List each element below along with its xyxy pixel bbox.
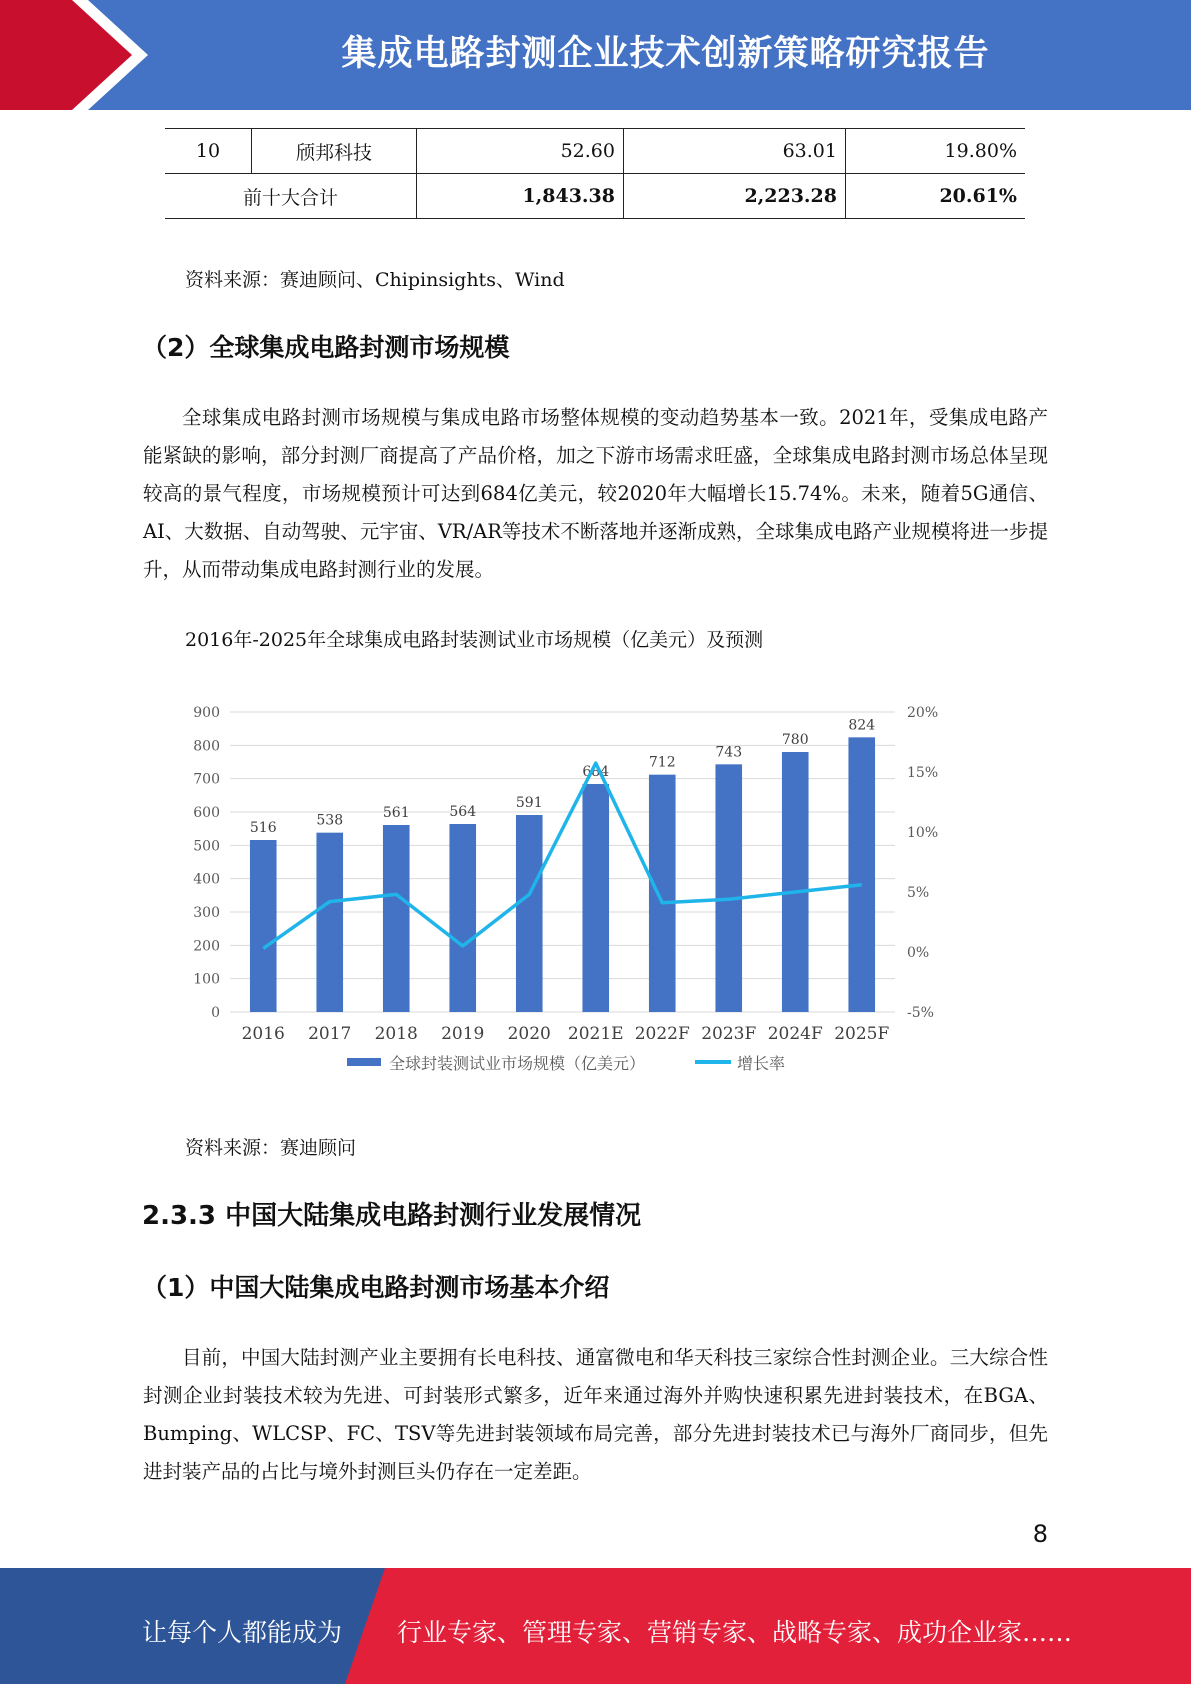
market-size-chart [175, 690, 975, 1080]
y2-tick-label: 15% [907, 765, 939, 781]
bar-data-label: 538 [316, 812, 344, 829]
y-tick-label: 800 [193, 738, 220, 755]
bar [316, 833, 343, 1012]
x-tick-label: 2025F [834, 1024, 890, 1044]
section-heading: （1）中国大陆集成电路封测市场基本介绍 [142, 1273, 610, 1302]
total-growth: 20.61% [846, 174, 1026, 219]
x-tick-label: 2020 [507, 1024, 551, 1044]
bar-data-label: 824 [848, 717, 876, 734]
ranking-table [165, 128, 1025, 219]
total-value: 2,223.28 [624, 174, 846, 219]
page-number: 8 [1032, 1520, 1048, 1548]
bar [250, 840, 277, 1012]
bar-data-label: 591 [515, 795, 543, 811]
section-heading: 2.3.3 中国大陆集成电路封测行业发展情况 [142, 1201, 642, 1231]
value-cell: 52.60 [417, 129, 624, 174]
chart-caption: 2016年-2025年全球集成电路封装测试业市场规模（亿美元）及预测 [185, 629, 764, 651]
y-tick-label: 900 [193, 705, 220, 721]
bar [582, 784, 609, 1012]
x-tick-label: 2017 [308, 1024, 352, 1044]
table-total-row [165, 174, 1025, 219]
report-title: 集成电路封测企业技术创新策略研究报告 [341, 34, 990, 74]
growth-rate-line [263, 763, 862, 948]
x-tick-label: 2023F [701, 1024, 757, 1044]
footer-slogan-right: 行业专家、管理专家、营销专家、战略专家、成功企业家…… [397, 1618, 1073, 1647]
y-tick-label: 300 [193, 905, 220, 921]
bar-data-label: 780 [781, 732, 809, 748]
y2-tick-label: 0% [907, 945, 930, 961]
y2-tick-label: 20% [907, 705, 939, 721]
x-tick-label: 2022F [634, 1024, 690, 1044]
table-row [165, 129, 1025, 174]
legend-bar-swatch [347, 1058, 381, 1066]
value-cell: 63.01 [624, 129, 846, 174]
x-tick-label: 2024F [767, 1024, 823, 1044]
y2-tick-label: 5% [907, 885, 930, 901]
bar [649, 775, 676, 1012]
legend-line-label: 增长率 [737, 1054, 786, 1073]
y2-tick-label: -5% [907, 1005, 934, 1021]
bar-data-label: 684 [582, 764, 610, 780]
y-tick-label: 500 [193, 838, 220, 855]
legend-bar-label: 全球封装测试业市场规模（亿美元） [389, 1054, 646, 1073]
x-tick-label: 2018 [374, 1024, 418, 1044]
total-value: 1,843.38 [417, 174, 624, 219]
bar [383, 825, 410, 1012]
y2-tick-label: 10% [907, 825, 939, 841]
y-tick-label: 400 [193, 871, 220, 888]
source-note: 资料来源：赛迪顾问 [185, 1137, 357, 1159]
y-tick-label: 600 [193, 805, 220, 821]
y-tick-label: 200 [193, 938, 220, 955]
footer-slogan-left: 让每个人都能成为 [142, 1618, 343, 1647]
section-heading: （2）全球集成电路封测市场规模 [142, 333, 510, 362]
x-tick-label: 2016 [241, 1024, 285, 1044]
bar-data-label: 516 [249, 820, 277, 836]
growth-cell: 19.80% [846, 129, 1026, 174]
bar [848, 737, 875, 1012]
total-label: 前十大合计 [165, 174, 417, 219]
body-paragraph: 目前，中国大陆封测产业主要拥有长电科技、通富微电和华天科技三家综合性封测企业。三大综合性封测企业封装技术较为先进、可封装形式繁多，近年来通过海外并购快速积累先进封装技术，在BGA、Bumping、WLCSP、FC、TSV等先进封装领域布局完善，部分先进封装技术已与海外厂商同步，但先进封装产品的占比与境外封测巨头仍存在一定差距。 [143, 1346, 1048, 1483]
source-note: 资料来源：赛迪顾问、Chipinsights、Wind [185, 269, 565, 291]
bar-data-label: 564 [449, 804, 477, 820]
y-tick-label: 100 [193, 971, 220, 988]
x-tick-label: 2019 [441, 1024, 485, 1044]
rank-cell: 10 [165, 129, 252, 174]
x-tick-label: 2021E [567, 1024, 624, 1044]
y-tick-label: 0 [211, 1005, 220, 1021]
bar-data-label: 561 [382, 805, 410, 821]
bar-data-label: 743 [715, 744, 743, 761]
company-cell: 颀邦科技 [252, 129, 417, 174]
body-paragraph: 全球集成电路封测市场规模与集成电路市场整体规模的变动趋势基本一致。2021年，受集成电路产能紧缺的影响，部分封测厂商提高了产品价格，加之下游市场需求旺盛，全球集成电路封测市场总体呈现较高的景气程度，市场规模预计可达到684亿美元，较2020年大幅增长15.74%。未来，随着5G通信、AI、大数据、自动驾驶、元宇宙、VR/AR等技术不断落地并逐渐成熟，全球集成电路产业规模将进一步提升，从而带动集成电路封测行业的发展。 [143, 406, 1048, 581]
bar [516, 815, 543, 1012]
bar-data-label: 712 [648, 754, 676, 771]
y-tick-label: 700 [193, 771, 220, 788]
bar [782, 752, 809, 1012]
bar [449, 824, 476, 1012]
bar [715, 764, 742, 1012]
